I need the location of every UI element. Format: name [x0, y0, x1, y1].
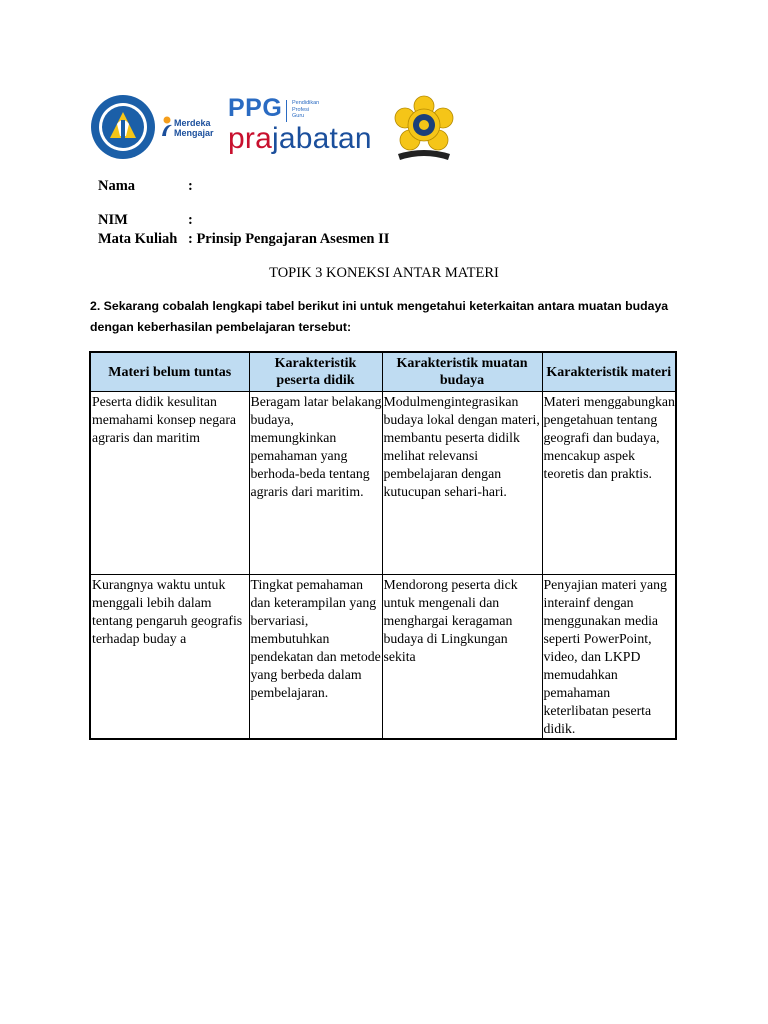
table-row: [90, 392, 676, 575]
merdeka-mengajar-logo: [156, 96, 224, 158]
matkul-value: : Prinsip Pengajaran Asesmen II: [188, 231, 390, 247]
ppg-prajabatan-logo: [228, 94, 378, 158]
table-cell: Kurangnya waktu untuk menggali lebih dalam tentang pengaruh geografis terhadap buday a: [90, 575, 249, 740]
table-cell: Modulmengintegrasikan budaya lokal dengan materi, membantu peserta didilk melihat relevansi pembelajaran dengan kutucupan sehari-hari.: [382, 392, 542, 575]
field-nim: [98, 212, 193, 229]
page-title: TOPIK 3 KONEKSI ANTAR MATERI: [269, 265, 499, 281]
table-cell: Tingkat pemahaman dan keterampilan yang bervariasi, membutuhkan pendekatan dan metode yang berbeda dalam pembelajaran.: [249, 575, 382, 740]
header-materi-belum-tuntas: Materi belum tuntas: [90, 352, 249, 392]
nama-value: :: [188, 178, 193, 194]
header-karakteristik-peserta: Karakteristik peserta didik: [249, 352, 382, 392]
table-cell: Materi menggabungkan pengetahuan tentang geografi dan budaya, mencakup aspek teoretis dan praktis.: [542, 392, 676, 575]
university-emblem-logo: [388, 92, 460, 164]
person-icon: [160, 116, 174, 138]
table-cell: Penyajian materi yang interainf dengan menggunakan media seperti PowerPoint, video, dan LKPD memudahkan pemahaman keterlibatan peserta didik.: [542, 575, 676, 740]
table-cell: Mendorong peserta dick untuk mengenali dan menghargai keragaman budaya di Lingkungan sekita: [382, 575, 542, 740]
table-row: [90, 575, 676, 740]
header-karakteristik-budaya: Karakteristik muatan budaya: [382, 352, 542, 392]
nama-label: Nama: [98, 178, 136, 194]
merdeka-line1: Merdeka: [174, 118, 211, 128]
nim-value: :: [188, 212, 193, 228]
connection-table: [89, 351, 677, 740]
table-cell: Beragam latar belakang budaya, memungkinkan pemahaman yang berhoda-beda tentang agraris dari maritim.: [249, 392, 382, 575]
field-nama: [98, 178, 193, 195]
merdeka-line2: Mengajar: [174, 128, 214, 138]
table-header-row: [90, 352, 676, 392]
tut-wuri-handayani-logo: [90, 94, 156, 160]
header-karakteristik-materi: Karakteristik materi: [542, 352, 676, 392]
table-cell: Peserta didik kesulitan memahami konsep negara agraris dan maritim: [90, 392, 249, 575]
field-mata-kuliah: [98, 231, 389, 248]
instruction-text: 2. Sekarang cobalah lengkapi tabel berikut ini untuk mengetahui keterkaitan antara muatan budaya dengan keberhasilan pembelajaran tersebut:: [90, 299, 669, 334]
prajabatan-wordmark: prajabatan: [228, 122, 372, 155]
header-logos: [90, 92, 462, 166]
matkul-label: Mata Kuliah: [98, 231, 178, 247]
nim-label: NIM: [98, 212, 128, 228]
ppg-subtitle: Pendidikan Profesi Guru: [292, 100, 320, 119]
ppg-title: PPG: [228, 94, 283, 122]
ppg-divider: [286, 100, 287, 122]
